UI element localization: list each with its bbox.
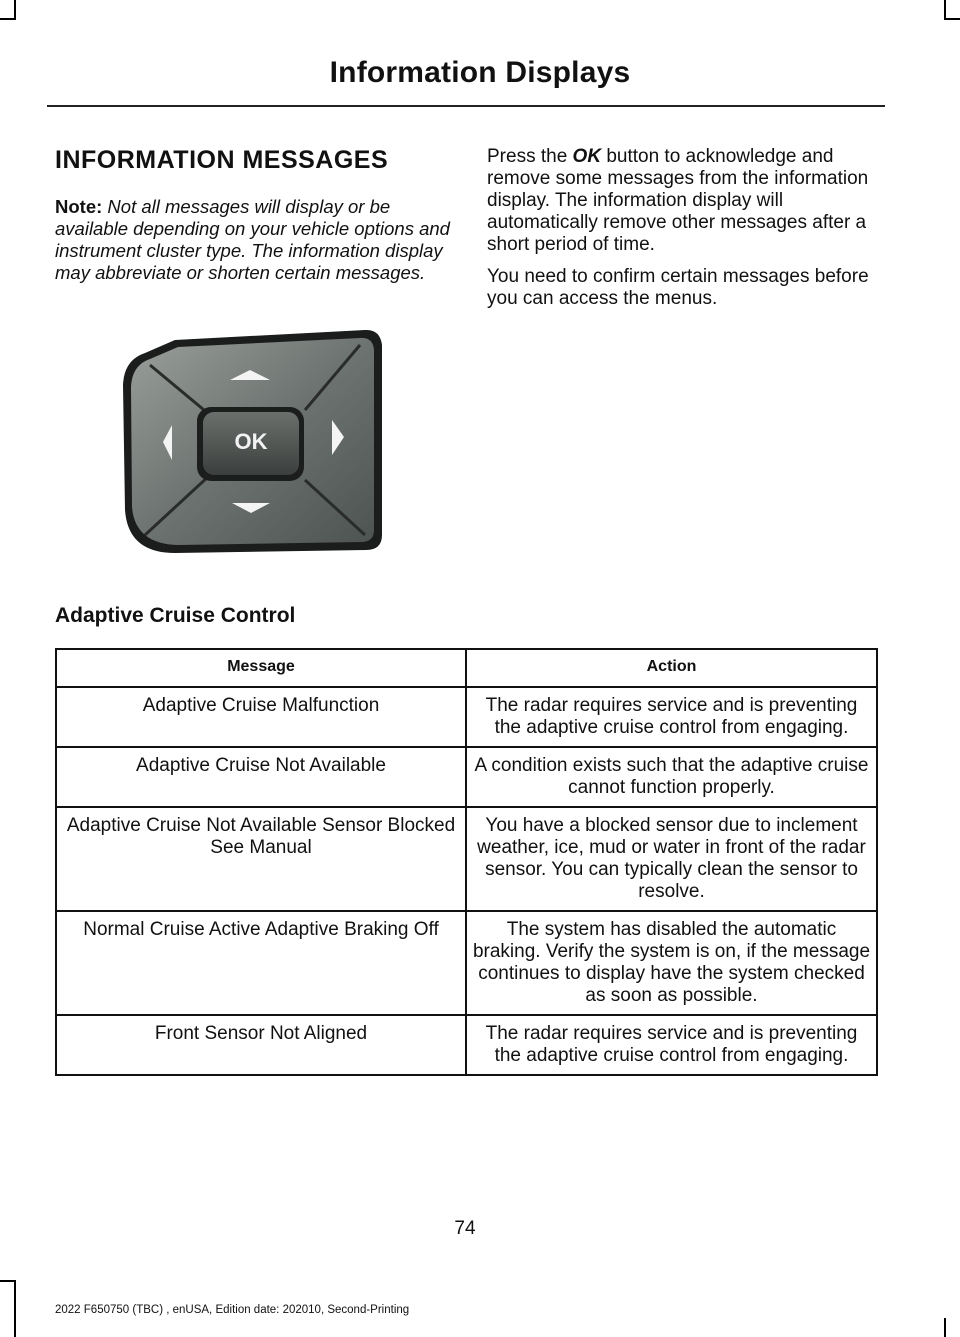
message-cell: Normal Cruise Active Adaptive Braking Off	[56, 911, 466, 1015]
table-row	[56, 807, 877, 911]
crop-mark	[944, 1318, 946, 1337]
action-cell: The system has disabled the automatic braking. Verify the system is on, if the message continues to display have the system checked as soon as possible.	[466, 911, 877, 1015]
action-cell: The radar requires service and is preventing the adaptive cruise control from engaging.	[466, 687, 877, 747]
action-column-header: Action	[466, 649, 877, 687]
table-row	[56, 1015, 877, 1075]
subsection-title: Adaptive Cruise Control	[55, 604, 296, 627]
crop-mark	[14, 1280, 16, 1337]
crop-mark	[0, 1280, 16, 1282]
message-cell: Front Sensor Not Aligned	[56, 1015, 466, 1075]
header-divider	[47, 105, 885, 107]
p1-before: Press the	[487, 146, 568, 167]
note-paragraph	[55, 196, 450, 284]
steering-wheel-control-pad-icon	[120, 325, 390, 560]
right-column	[487, 146, 882, 320]
messages-table	[55, 648, 878, 1076]
action-cell: A condition exists such that the adaptive cruise cannot function properly.	[466, 747, 877, 807]
p1-after: button to acknowledge and remove some messages from the information display. The information display will automatically remove other messages after a short period of time.	[487, 146, 869, 255]
action-cell: You have a blocked sensor due to inclement weather, ice, mud or water in front of the radar sensor. You can typically clean the sensor to resolve.	[466, 807, 877, 911]
message-cell: Adaptive Cruise Not Available	[56, 747, 466, 807]
crop-mark	[944, 0, 946, 18]
note-text: Not all messages will display or be available depending on your vehicle options and instrument cluster type. The information display may abbreviate or shorten certain messages.	[55, 196, 450, 283]
page-number: 74	[454, 1218, 476, 1239]
message-cell: Adaptive Cruise Malfunction	[56, 687, 466, 747]
footer-edition: 2022 F650750 (TBC) , enUSA, Edition date: 202010, Second-Printing	[55, 1304, 410, 1316]
action-cell: The radar requires service and is preventing the adaptive cruise control from engaging.	[466, 1015, 877, 1075]
table-row	[56, 747, 877, 807]
section-title: INFORMATION MESSAGES	[55, 146, 389, 174]
page-header-title: Information Displays	[329, 56, 631, 89]
ok-button-term: OK	[572, 146, 602, 167]
crop-mark	[14, 0, 16, 18]
crop-mark	[944, 18, 960, 20]
message-cell: Adaptive Cruise Not Available Sensor Blocked See Manual	[56, 807, 466, 911]
table-header-row	[56, 649, 877, 687]
ok-label: OK	[234, 429, 268, 454]
note-label: Note:	[55, 196, 103, 217]
confirm-paragraph: You need to confirm certain messages before you can access the menus.	[487, 266, 869, 309]
acknowledge-paragraph	[487, 146, 882, 256]
crop-mark	[0, 18, 16, 20]
table-row	[56, 687, 877, 747]
table-row	[56, 911, 877, 1015]
message-column-header: Message	[56, 649, 466, 687]
